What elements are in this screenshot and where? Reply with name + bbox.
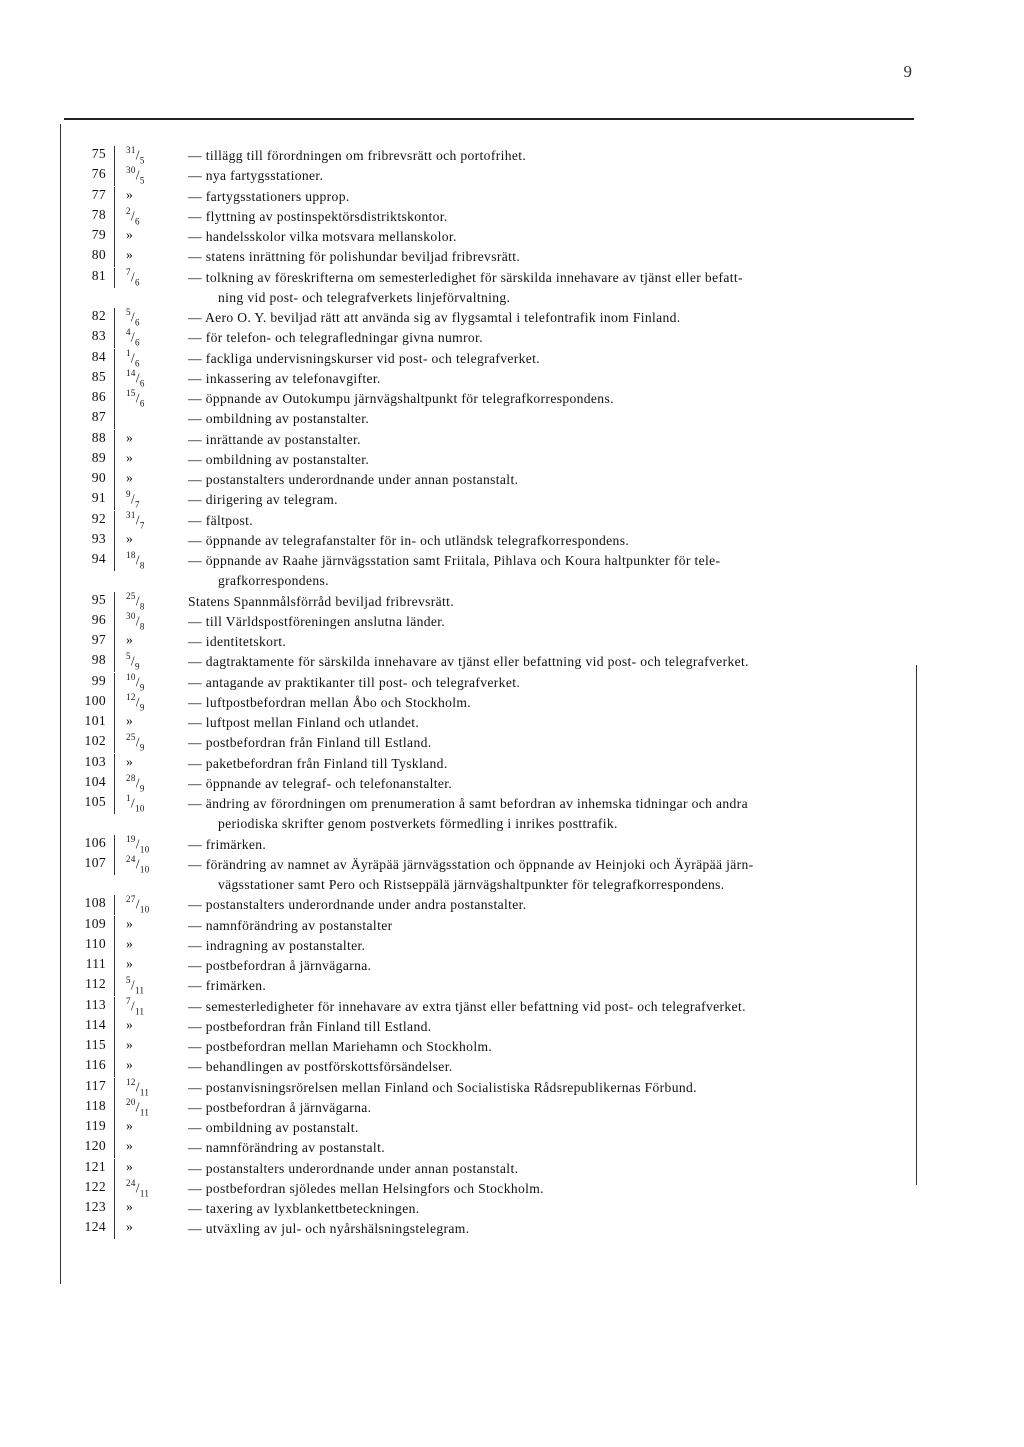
entry-date: » (126, 247, 134, 263)
entry-text: — dirigering av telegram. (188, 492, 338, 508)
entry-row (0, 409, 1024, 429)
entry-row (0, 1057, 1024, 1077)
column-divider (114, 713, 115, 733)
entry-text: — till Världspostföreningen anslutna länder. (188, 613, 446, 629)
entry-text: — postbefordran från Finland till Estland. (188, 1018, 432, 1034)
entry-row (0, 835, 1024, 855)
column-divider (114, 308, 115, 328)
column-divider (114, 1138, 115, 1158)
column-divider (114, 612, 115, 632)
entry-number: 84 (91, 348, 106, 364)
column-divider (114, 166, 115, 186)
entry-row (0, 774, 1024, 794)
entry-date: $^2/_6$ (126, 205, 140, 226)
entry-date: » (126, 429, 134, 445)
entry-row (0, 673, 1024, 693)
column-divider (114, 389, 115, 409)
entry-number: 83 (91, 328, 106, 344)
entry-row (0, 895, 1024, 915)
entry-row (0, 247, 1024, 267)
column-divider (114, 146, 115, 166)
entry-number: 85 (91, 368, 106, 384)
entry-number: 93 (91, 530, 106, 546)
entry-row (0, 470, 1024, 490)
entry-date: » (126, 1138, 134, 1154)
entry-date: » (126, 1037, 134, 1052)
entry-row (0, 936, 1024, 956)
column-divider (114, 1098, 115, 1118)
entry-text: — paketbefordran från Finland till Tyskland. (188, 755, 448, 771)
entry-row (0, 450, 1024, 470)
entry-row (0, 389, 1024, 409)
column-divider (114, 895, 115, 915)
column-divider (114, 774, 115, 794)
entry-number: 98 (91, 652, 106, 668)
entry-number: 89 (91, 449, 106, 465)
entry-row (0, 956, 1024, 976)
entry-number: 100 (84, 692, 106, 708)
entry-row (0, 1179, 1024, 1199)
entry-number: 82 (91, 308, 106, 323)
entry-text: — postanvisningsrörelsen mellan Finland och Socialistiska Rådsrepublikernas Förbund. (188, 1079, 697, 1095)
entry-number: 119 (85, 1118, 106, 1133)
entry-row (0, 207, 1024, 227)
entry-date: $^{12}/_9$ (126, 691, 145, 712)
entry-date: $^{15}/_6$ (126, 388, 145, 409)
entry-number: 113 (85, 996, 106, 1012)
column-divider (114, 511, 115, 531)
column-divider (114, 1159, 115, 1179)
column-divider (114, 470, 115, 490)
entry-number: 122 (84, 1178, 106, 1194)
column-divider (114, 409, 115, 429)
entry-text: — luftpostbefordran mellan Åbo och Stockholm. (188, 694, 472, 710)
entry-date: » (126, 935, 134, 951)
entry-row (0, 976, 1024, 996)
column-divider (114, 369, 115, 389)
entry-text: — postbefordran från Finland till Estland. (188, 735, 432, 751)
entry-text: — utväxling av jul- och nyårshälsningstelegram. (188, 1221, 470, 1237)
entry-date: » (126, 1057, 134, 1073)
column-divider (114, 632, 115, 652)
entry-date: $^9/_7$ (126, 489, 140, 510)
entry-number: 117 (85, 1077, 106, 1093)
entry-number: 94 (91, 551, 106, 566)
entry-row (0, 308, 1024, 328)
entry-number: 107 (84, 854, 106, 870)
entry-date: $^{31}/_7$ (126, 509, 145, 530)
entry-number: 112 (85, 976, 106, 992)
entry-date: $^{24}/_{10}$ (126, 853, 150, 874)
entry-date: $^{12}/_{11}$ (126, 1076, 150, 1097)
entry-row (0, 1159, 1024, 1179)
entry-number: 123 (84, 1199, 106, 1214)
entry-number: 95 (91, 591, 106, 607)
entry-text: — öppnande av telegrafanstalter för in- och utländsk telegrafkorrespondens. (188, 532, 630, 548)
entry-number: 91 (91, 490, 106, 506)
entry-number: 90 (91, 470, 106, 485)
column-divider (114, 247, 115, 267)
entry-text: — dagtraktamente för särskilda innehavare av tjänst eller befattning vid post- och telegrafverket. (188, 654, 749, 670)
entry-row (0, 1078, 1024, 1098)
entry-date: $^{27}/_{10}$ (126, 894, 150, 915)
entry-text: — statens inrättning för polishundar beviljad fribrevsrätt. (188, 249, 521, 265)
column-divider (114, 592, 115, 612)
entry-date: » (126, 186, 134, 202)
entry-row (0, 1138, 1024, 1158)
entry-text: — öppnande av telegraf- och telefonanstalter. (188, 775, 453, 791)
entry-number: 103 (84, 753, 106, 769)
entry-row (0, 490, 1024, 510)
entry-text: — luftpost mellan Finland och utlandet. (188, 715, 420, 730)
column-divider (114, 1118, 115, 1138)
entry-date: $^{25}/_8$ (126, 590, 145, 611)
entry-row (0, 531, 1024, 551)
column-divider (114, 207, 115, 227)
column-divider (114, 652, 115, 672)
entry-text: — fartygsstationers upprop. (188, 188, 350, 204)
entry-text: Statens Spannmålsförråd beviljad fribrevsrätt. (188, 593, 455, 609)
entry-number: 108 (84, 895, 106, 911)
column-divider (114, 673, 115, 693)
entry-number: 120 (84, 1138, 106, 1154)
entry-date: $^5/_9$ (126, 651, 140, 672)
entry-text: — handelsskolor vilka motsvara mellanskolor. (188, 229, 457, 244)
entry-number: 76 (91, 166, 106, 182)
column-divider (114, 997, 115, 1017)
column-divider (114, 976, 115, 996)
entry-number: 124 (84, 1219, 106, 1235)
entry-number: 77 (91, 186, 106, 202)
column-divider (114, 794, 115, 814)
entry-text: — behandlingen av postförskottsförsändelser. (188, 1059, 453, 1075)
entry-number: 109 (84, 915, 106, 931)
entry-row (0, 1037, 1024, 1057)
entry-row (0, 369, 1024, 389)
column-divider (114, 733, 115, 753)
entry-text: — fackliga undervisningskurser vid post- och telegrafverket. (188, 350, 541, 366)
entry-text: — förändring av namnet av Äyräpää järnvägsstation och öppnande av Heinjoki och Äyräpää järn- vägsstationer samt Pero och Ristseppälä järnvägshaltpunkter för telegrafkorrespondens. (188, 855, 908, 896)
column-divider (114, 1057, 115, 1077)
entry-row (0, 430, 1024, 450)
entry-row (0, 652, 1024, 672)
entry-text: — öppnande av Raahe järnvägsstation samt Friitala, Pihlava och Koura haltpunkter för tele- grafkorrespondens. (188, 551, 908, 592)
entry-number: 80 (91, 247, 106, 263)
entry-number: 87 (91, 409, 106, 425)
entry-text: — inkassering av telefonavgifter. (188, 370, 381, 386)
entry-text: — postanstalters underordnande under annan postanstalt. (188, 472, 519, 487)
entry-date: » (126, 1158, 134, 1174)
entry-date: » (126, 227, 134, 242)
column-divider (114, 551, 115, 571)
entry-date: » (126, 470, 134, 485)
entry-row (0, 916, 1024, 936)
column-divider (114, 349, 115, 369)
entry-date: $^{25}/_9$ (126, 732, 145, 753)
entry-row (0, 612, 1024, 632)
column-divider (114, 855, 115, 875)
entry-text: — identitetskort. (188, 634, 287, 649)
entry-row (0, 227, 1024, 247)
entry-text: — taxering av lyxblankettbeteckningen. (188, 1201, 420, 1216)
entry-text: — nya fartygsstationer. (188, 168, 324, 184)
entry-row (0, 1199, 1024, 1219)
entry-number: 75 (91, 146, 106, 161)
column-divider (114, 1219, 115, 1239)
entry-text: — postbefordran å järnvägarna. (188, 958, 372, 973)
column-divider (114, 268, 115, 288)
entry-row (0, 328, 1024, 348)
entry-date: $^{28}/_9$ (126, 772, 145, 793)
entry-row (0, 632, 1024, 652)
entry-text-continuation: periodiska skrifter genom postverkets förmedling i inrikes posttrafik. (218, 816, 618, 832)
entry-text: — för telefon- och telegrafledningar givna numror. (188, 330, 483, 346)
entry-date: » (126, 449, 134, 465)
entry-date: $^{24}/_{11}$ (126, 1177, 150, 1198)
column-divider (114, 754, 115, 774)
column-divider (114, 227, 115, 247)
entry-text: — indragning av postanstalter. (188, 937, 366, 953)
entry-date: $^{18}/_8$ (126, 550, 145, 571)
column-divider (114, 1179, 115, 1199)
page-number: 9 (903, 62, 912, 81)
entry-date: $^1/_{10}$ (126, 793, 145, 814)
entry-row (0, 1219, 1024, 1239)
entry-row (0, 592, 1024, 612)
entry-row (0, 693, 1024, 713)
entry-text: — ombildning av postanstalter. (188, 411, 370, 427)
column-divider (114, 187, 115, 207)
entry-date: » (126, 1118, 134, 1133)
entry-number: 101 (84, 713, 106, 728)
entry-row (0, 551, 1024, 592)
entry-date: » (126, 1016, 134, 1032)
entry-text: — semesterledigheter för innehavare av extra tjänst eller befattning vid post- och telegrafverket. (188, 998, 746, 1014)
entry-date: $^{19}/_{10}$ (126, 833, 150, 854)
entry-number: 121 (84, 1158, 106, 1174)
top-rule (64, 118, 914, 120)
entry-number: 92 (91, 510, 106, 526)
entry-date: » (126, 713, 134, 728)
entry-text: — fältpost. (188, 512, 254, 528)
column-divider (114, 430, 115, 450)
entry-number: 115 (85, 1037, 106, 1052)
entry-date: $^{30}/_5$ (126, 165, 145, 186)
entry-date: » (126, 753, 134, 769)
entry-date: » (126, 1219, 134, 1235)
entry-date: » (126, 632, 134, 647)
entry-date: $^7/_6$ (126, 266, 140, 287)
entry-row (0, 855, 1024, 896)
entry-text: — flyttning av postinspektörsdistriktskontor. (188, 208, 448, 224)
entry-number: 102 (84, 733, 106, 749)
column-divider (114, 916, 115, 936)
entry-date: $^7/_{11}$ (126, 995, 145, 1016)
entry-number: 78 (91, 206, 106, 222)
entry-number: 106 (84, 834, 106, 850)
entry-row (0, 511, 1024, 531)
entry-number: 99 (91, 672, 106, 688)
entry-number: 97 (91, 632, 106, 647)
column-divider (114, 956, 115, 976)
entry-row (0, 1098, 1024, 1118)
entry-text: — öppnande av Outokumpu järnvägshaltpunkt för telegrafkorrespondens. (188, 391, 614, 406)
entry-number: 114 (85, 1016, 106, 1032)
entry-text: — inrättande av postanstalter. (188, 431, 361, 447)
entry-row (0, 754, 1024, 774)
entry-text-continuation: ning vid post- och telegrafverkets linjeförvaltning. (218, 289, 511, 305)
entry-row (0, 187, 1024, 207)
entry-row (0, 713, 1024, 733)
entry-date: $^{31}/_5$ (126, 145, 145, 166)
entry-text: — frimärken. (188, 978, 267, 994)
entry-text: — tillägg till förordningen om fribrevsrätt och portofrihet. (188, 148, 527, 163)
entry-row (0, 1118, 1024, 1138)
entry-text: — postanstalters underordnande under annan postanstalt. (188, 1160, 519, 1176)
entry-text: — frimärken. (188, 836, 267, 852)
entry-text: — namnförändring av postanstalter (188, 917, 393, 933)
entry-number: 96 (91, 611, 106, 627)
entry-date: $^4/_6$ (126, 327, 140, 348)
entry-row (0, 1017, 1024, 1037)
column-divider (114, 531, 115, 551)
entry-text: — tolkning av föreskrifterna om semesterledighet för särskilda innehavare av tjänst eller befatt- ning vid post- och telegrafverkets linjeförvaltning. (188, 268, 908, 309)
column-divider (114, 835, 115, 855)
column-divider (114, 450, 115, 470)
entry-text: — ombildning av postanstalt. (188, 1120, 359, 1135)
entry-text: — postanstalters underordnande under andra postanstalter. (188, 897, 527, 913)
column-divider (114, 936, 115, 956)
entry-number: 104 (84, 773, 106, 789)
entry-text: — Aero O. Y. beviljad rätt att använda sig av flygsamtal i telefontrafik inom Finland. (188, 310, 681, 325)
column-divider (114, 1037, 115, 1057)
entry-date: $^5/_6$ (126, 307, 140, 328)
entry-text: — postbefordran sjöledes mellan Helsingfors och Stockholm. (188, 1180, 544, 1196)
entry-date: » (126, 915, 134, 931)
entry-date: $^{20}/_{11}$ (126, 1096, 150, 1117)
entry-date: » (126, 956, 134, 971)
entry-number: 111 (85, 956, 106, 971)
entries-list (0, 146, 1024, 1240)
entry-text: — namnförändring av postanstalt. (188, 1140, 385, 1156)
entry-date: $^{30}/_8$ (126, 610, 145, 631)
column-divider (114, 1199, 115, 1219)
entry-row (0, 268, 1024, 309)
entry-row (0, 794, 1024, 835)
entry-row (0, 997, 1024, 1017)
entry-number: 88 (91, 429, 106, 445)
entry-text: — ändring av förordningen om prenumeration å samt befordran av inhemska tidningar och andra periodiska skrifter genom postverkets förmedling i inrikes posttrafik. (188, 794, 908, 835)
entry-row (0, 733, 1024, 753)
entry-date: $^5/_{11}$ (126, 975, 145, 996)
entry-date: $^{14}/_6$ (126, 367, 145, 388)
entry-number: 116 (85, 1057, 106, 1073)
entry-date: » (126, 530, 134, 546)
entry-text: — antagande av praktikanter till post- och telegrafverket. (188, 674, 521, 690)
entry-text: — postbefordran å järnvägarna. (188, 1099, 372, 1115)
column-divider (114, 490, 115, 510)
entry-row (0, 146, 1024, 166)
entry-row (0, 349, 1024, 369)
entry-date: $^{10}/_9$ (126, 671, 145, 692)
column-divider (114, 328, 115, 348)
entry-number: 118 (85, 1097, 106, 1113)
column-divider (114, 693, 115, 713)
entry-text: — ombildning av postanstalter. (188, 451, 370, 467)
column-divider (114, 1017, 115, 1037)
entry-number: 79 (91, 227, 106, 242)
entry-number: 105 (84, 794, 106, 809)
entry-number: 110 (85, 935, 106, 951)
entry-text-continuation: vägsstationer samt Pero och Ristseppälä järnvägshaltpunkter för telegrafkorrespondens. (218, 877, 725, 892)
column-divider (114, 1078, 115, 1098)
entry-number: 86 (91, 389, 106, 404)
entry-number: 81 (91, 267, 106, 283)
entry-text-continuation: grafkorrespondens. (218, 573, 329, 589)
entry-row (0, 166, 1024, 186)
entry-date: $^1/_6$ (126, 347, 140, 368)
entry-text: — postbefordran mellan Mariehamn och Stockholm. (188, 1039, 493, 1054)
entry-date: » (126, 1199, 134, 1214)
